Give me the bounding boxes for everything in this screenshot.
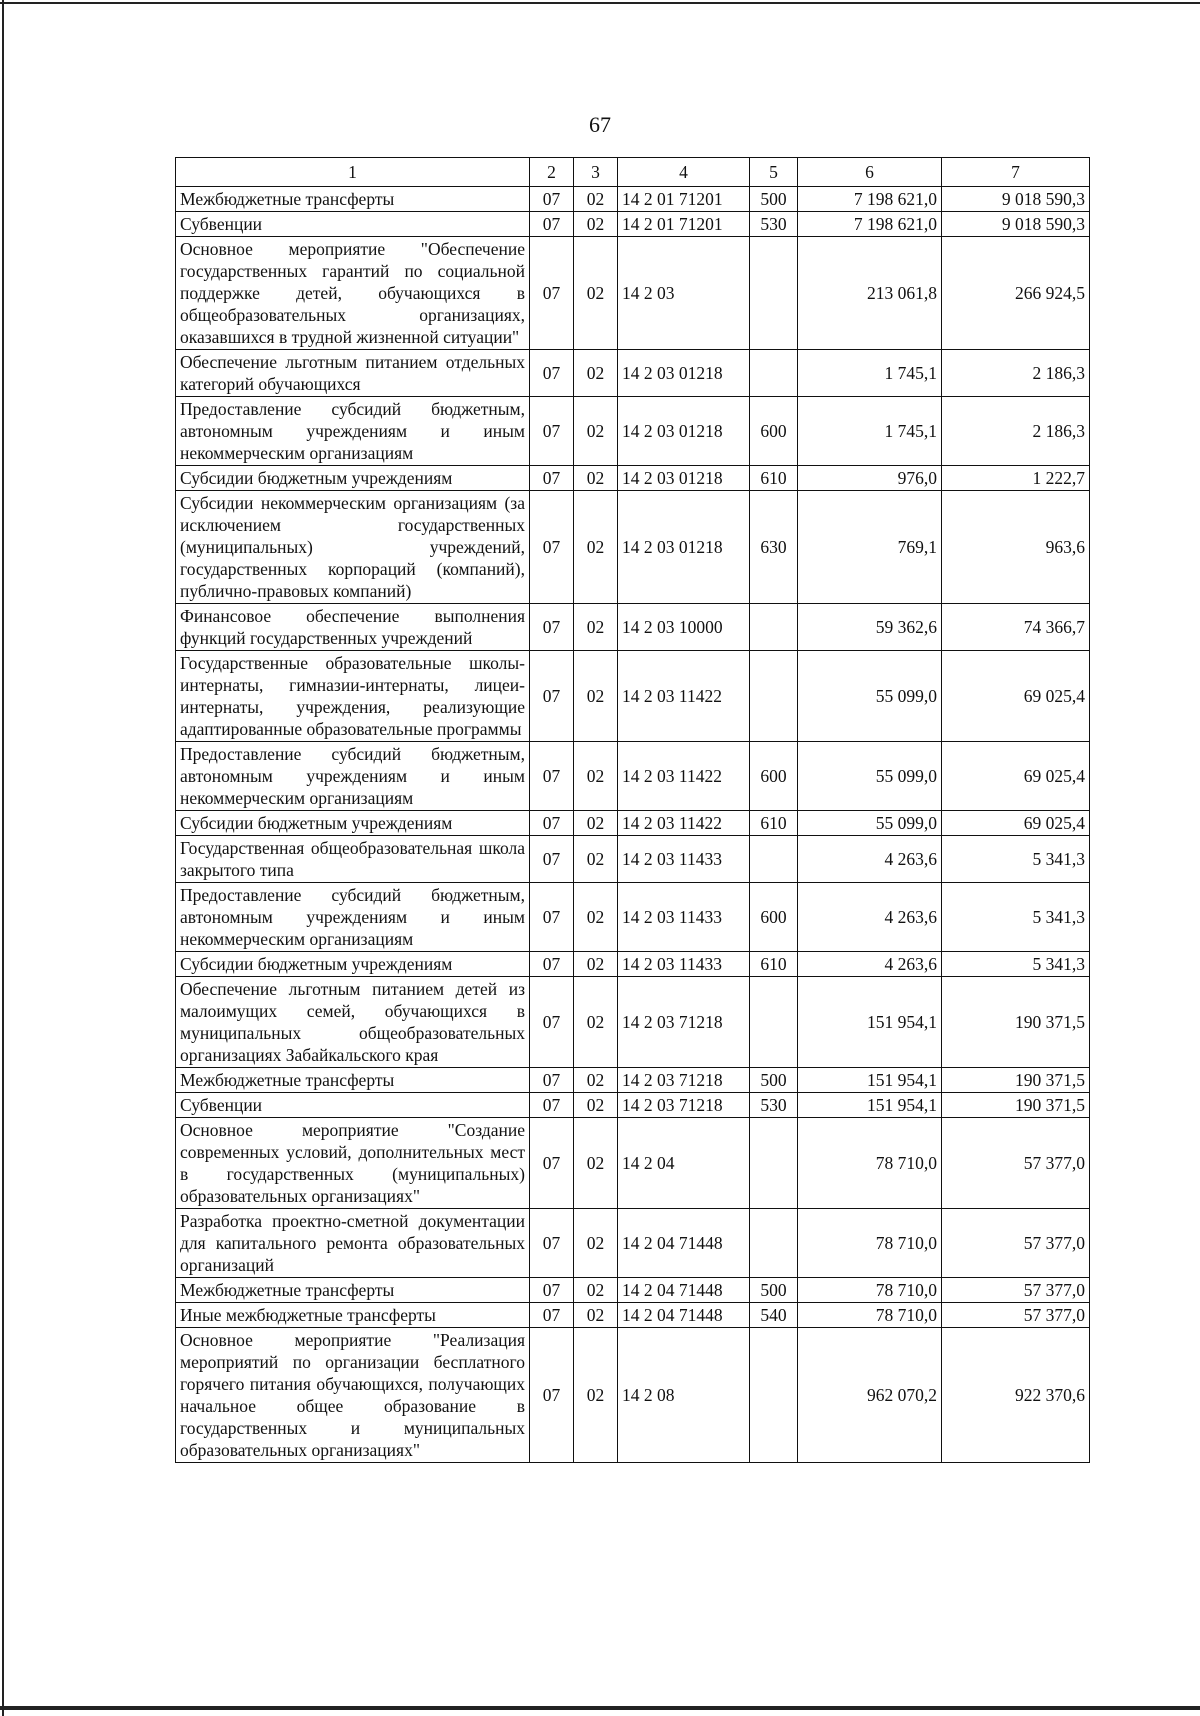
table-row: [176, 883, 1090, 952]
amount-year1-cell: 976,0: [798, 466, 942, 491]
section-code-cell: 07: [530, 491, 574, 604]
row-name-cell: Предоставление субсидий бюджетным, автономным учреждениям и иным некоммерческим организациям: [176, 397, 530, 466]
row-name-cell: Субсидии бюджетным учреждениям: [176, 811, 530, 836]
expense-type-cell: [750, 1118, 798, 1209]
amount-year1-cell: 7 198 621,0: [798, 187, 942, 212]
section-code-cell: 07: [530, 187, 574, 212]
subsection-code-cell: 02: [574, 350, 618, 397]
amount-year1-cell: 78 710,0: [798, 1209, 942, 1278]
row-name-cell: Основное мероприятие "Реализация мероприятий по организации бесплатного горячего питания обучающихся, получающих начальное общее образование в государственных и муниципальных образовательных организациях": [176, 1328, 530, 1463]
expense-type-cell: 610: [750, 952, 798, 977]
amount-year1-cell: 59 362,6: [798, 604, 942, 651]
amount-year2-cell: 190 371,5: [942, 1068, 1090, 1093]
expense-type-cell: [750, 604, 798, 651]
expense-type-cell: 600: [750, 742, 798, 811]
table-row: [176, 1328, 1090, 1463]
amount-year1-cell: 4 263,6: [798, 836, 942, 883]
subsection-code-cell: 02: [574, 237, 618, 350]
section-code-cell: 07: [530, 883, 574, 952]
expense-type-cell: 610: [750, 466, 798, 491]
target-article-cell: 14 2 03 11433: [618, 883, 750, 952]
subsection-code-cell: 02: [574, 836, 618, 883]
expense-type-cell: [750, 651, 798, 742]
section-code-cell: 07: [530, 811, 574, 836]
subsection-code-cell: 02: [574, 397, 618, 466]
amount-year2-cell: 9 018 590,3: [942, 187, 1090, 212]
amount-year2-cell: 69 025,4: [942, 651, 1090, 742]
table-row: [176, 742, 1090, 811]
table-row: [176, 952, 1090, 977]
table-row: [176, 491, 1090, 604]
expense-type-cell: 500: [750, 187, 798, 212]
row-name-cell: Иные межбюджетные трансферты: [176, 1303, 530, 1328]
column-header-1: 1: [176, 158, 530, 187]
subsection-code-cell: 02: [574, 1068, 618, 1093]
section-code-cell: 07: [530, 836, 574, 883]
amount-year2-cell: 190 371,5: [942, 1093, 1090, 1118]
amount-year1-cell: 151 954,1: [798, 1068, 942, 1093]
table-row: [176, 187, 1090, 212]
table-row: [176, 350, 1090, 397]
amount-year2-cell: 57 377,0: [942, 1278, 1090, 1303]
subsection-code-cell: 02: [574, 1209, 618, 1278]
expense-type-cell: 500: [750, 1278, 798, 1303]
amount-year1-cell: 1 745,1: [798, 397, 942, 466]
amount-year2-cell: 2 186,3: [942, 397, 1090, 466]
expense-type-cell: 530: [750, 1093, 798, 1118]
row-name-cell: Субсидии бюджетным учреждениям: [176, 952, 530, 977]
section-code-cell: 07: [530, 651, 574, 742]
expense-type-cell: 600: [750, 397, 798, 466]
table-row: [176, 651, 1090, 742]
subsection-code-cell: 02: [574, 1118, 618, 1209]
section-code-cell: 07: [530, 397, 574, 466]
expense-type-cell: [750, 1328, 798, 1463]
row-name-cell: Предоставление субсидий бюджетным, автономным учреждениям и иным некоммерческим организациям: [176, 883, 530, 952]
section-code-cell: 07: [530, 1118, 574, 1209]
amount-year2-cell: 5 341,3: [942, 883, 1090, 952]
expense-type-cell: 630: [750, 491, 798, 604]
target-article-cell: 14 2 03 10000: [618, 604, 750, 651]
table-row: [176, 1118, 1090, 1209]
section-code-cell: 07: [530, 742, 574, 811]
subsection-code-cell: 02: [574, 1328, 618, 1463]
expense-type-cell: 610: [750, 811, 798, 836]
table-row: [176, 1093, 1090, 1118]
subsection-code-cell: 02: [574, 1093, 618, 1118]
table-row: [176, 1209, 1090, 1278]
amount-year2-cell: 69 025,4: [942, 742, 1090, 811]
row-name-cell: Государственная общеобразовательная школа закрытого типа: [176, 836, 530, 883]
amount-year2-cell: 963,6: [942, 491, 1090, 604]
target-article-cell: 14 2 04 71448: [618, 1209, 750, 1278]
amount-year1-cell: 55 099,0: [798, 651, 942, 742]
amount-year2-cell: 1 222,7: [942, 466, 1090, 491]
subsection-code-cell: 02: [574, 977, 618, 1068]
section-code-cell: 07: [530, 604, 574, 651]
table-row: [176, 212, 1090, 237]
section-code-cell: 07: [530, 350, 574, 397]
amount-year2-cell: 57 377,0: [942, 1303, 1090, 1328]
amount-year2-cell: 74 366,7: [942, 604, 1090, 651]
expense-type-cell: [750, 836, 798, 883]
section-code-cell: 07: [530, 1068, 574, 1093]
page-number: 67: [589, 112, 611, 137]
row-name-cell: Основное мероприятие "Обеспечение государственных гарантий по социальной поддержке детей, обучающихся в общеобразовательных организациях, оказавшихся в трудной жизненной ситуации": [176, 237, 530, 350]
amount-year1-cell: 55 099,0: [798, 811, 942, 836]
amount-year1-cell: 962 070,2: [798, 1328, 942, 1463]
target-article-cell: 14 2 01 71201: [618, 187, 750, 212]
section-code-cell: 07: [530, 466, 574, 491]
amount-year1-cell: 769,1: [798, 491, 942, 604]
amount-year1-cell: 78 710,0: [798, 1278, 942, 1303]
amount-year2-cell: 9 018 590,3: [942, 212, 1090, 237]
column-header-6: 6: [798, 158, 942, 187]
expense-type-cell: 540: [750, 1303, 798, 1328]
section-code-cell: 07: [530, 1278, 574, 1303]
amount-year2-cell: 57 377,0: [942, 1118, 1090, 1209]
target-article-cell: 14 2 03 11422: [618, 811, 750, 836]
table-row: [176, 397, 1090, 466]
budget-table: [175, 157, 1090, 1463]
row-name-cell: Межбюджетные трансферты: [176, 1278, 530, 1303]
section-code-cell: 07: [530, 952, 574, 977]
subsection-code-cell: 02: [574, 604, 618, 651]
row-name-cell: Предоставление субсидий бюджетным, автономным учреждениям и иным некоммерческим организациям: [176, 742, 530, 811]
subsection-code-cell: 02: [574, 811, 618, 836]
section-code-cell: 07: [530, 1093, 574, 1118]
target-article-cell: 14 2 01 71201: [618, 212, 750, 237]
section-code-cell: 07: [530, 977, 574, 1068]
table-row: [176, 836, 1090, 883]
section-code-cell: 07: [530, 212, 574, 237]
amount-year2-cell: 57 377,0: [942, 1209, 1090, 1278]
row-name-cell: Субвенции: [176, 212, 530, 237]
target-article-cell: 14 2 04: [618, 1118, 750, 1209]
amount-year1-cell: 151 954,1: [798, 977, 942, 1068]
column-header-3: 3: [574, 158, 618, 187]
expense-type-cell: [750, 977, 798, 1068]
target-article-cell: 14 2 03 11433: [618, 836, 750, 883]
column-header-2: 2: [530, 158, 574, 187]
scan-border-top: [0, 2, 1200, 4]
amount-year2-cell: 2 186,3: [942, 350, 1090, 397]
section-code-cell: 07: [530, 1303, 574, 1328]
table-row: [176, 977, 1090, 1068]
table-row: [176, 604, 1090, 651]
amount-year1-cell: 78 710,0: [798, 1303, 942, 1328]
target-article-cell: 14 2 03: [618, 237, 750, 350]
target-article-cell: 14 2 03 01218: [618, 350, 750, 397]
expense-type-cell: 600: [750, 883, 798, 952]
target-article-cell: 14 2 03 01218: [618, 397, 750, 466]
amount-year1-cell: 55 099,0: [798, 742, 942, 811]
scan-border-bottom: [0, 1706, 1200, 1710]
expense-type-cell: [750, 237, 798, 350]
subsection-code-cell: 02: [574, 187, 618, 212]
row-name-cell: Субвенции: [176, 1093, 530, 1118]
target-article-cell: 14 2 03 71218: [618, 977, 750, 1068]
amount-year1-cell: 151 954,1: [798, 1093, 942, 1118]
target-article-cell: 14 2 03 71218: [618, 1093, 750, 1118]
amount-year2-cell: 5 341,3: [942, 836, 1090, 883]
target-article-cell: 14 2 03 11422: [618, 651, 750, 742]
row-name-cell: Обеспечение льготным питанием детей из малоимущих семей, обучающихся в муниципальных общеобразовательных организациях Забайкальского края: [176, 977, 530, 1068]
subsection-code-cell: 02: [574, 212, 618, 237]
amount-year1-cell: 78 710,0: [798, 1118, 942, 1209]
target-article-cell: 14 2 04 71448: [618, 1278, 750, 1303]
table-row: [176, 1303, 1090, 1328]
amount-year1-cell: 7 198 621,0: [798, 212, 942, 237]
subsection-code-cell: 02: [574, 952, 618, 977]
expense-type-cell: 500: [750, 1068, 798, 1093]
amount-year1-cell: 213 061,8: [798, 237, 942, 350]
expense-type-cell: 530: [750, 212, 798, 237]
amount-year2-cell: 69 025,4: [942, 811, 1090, 836]
target-article-cell: 14 2 03 11422: [618, 742, 750, 811]
row-name-cell: Субсидии бюджетным учреждениям: [176, 466, 530, 491]
table-row: [176, 1068, 1090, 1093]
amount-year1-cell: 4 263,6: [798, 952, 942, 977]
subsection-code-cell: 02: [574, 742, 618, 811]
table-body: [176, 158, 1090, 1463]
target-article-cell: 14 2 08: [618, 1328, 750, 1463]
target-article-cell: 14 2 03 11433: [618, 952, 750, 977]
target-article-cell: 14 2 03 01218: [618, 491, 750, 604]
section-code-cell: 07: [530, 1328, 574, 1463]
amount-year2-cell: 922 370,6: [942, 1328, 1090, 1463]
subsection-code-cell: 02: [574, 1278, 618, 1303]
row-name-cell: Межбюджетные трансферты: [176, 187, 530, 212]
target-article-cell: 14 2 03 71218: [618, 1068, 750, 1093]
amount-year1-cell: 4 263,6: [798, 883, 942, 952]
subsection-code-cell: 02: [574, 491, 618, 604]
section-code-cell: 07: [530, 237, 574, 350]
subsection-code-cell: 02: [574, 651, 618, 742]
row-name-cell: Межбюджетные трансферты: [176, 1068, 530, 1093]
subsection-code-cell: 02: [574, 1303, 618, 1328]
column-header-4: 4: [618, 158, 750, 187]
section-code-cell: 07: [530, 1209, 574, 1278]
column-header-7: 7: [942, 158, 1090, 187]
table-header-row: [176, 158, 1090, 187]
row-name-cell: Субсидии некоммерческим организациям (за исключением государственных (муниципальных) учреждений, государственных корпораций (компаний), публично-правовых компаний): [176, 491, 530, 604]
row-name-cell: Разработка проектно-сметной документации для капитального ремонта образовательных организаций: [176, 1209, 530, 1278]
row-name-cell: Обеспечение льготным питанием отдельных категорий обучающихся: [176, 350, 530, 397]
amount-year2-cell: 5 341,3: [942, 952, 1090, 977]
amount-year2-cell: 190 371,5: [942, 977, 1090, 1068]
column-header-5: 5: [750, 158, 798, 187]
amount-year2-cell: 266 924,5: [942, 237, 1090, 350]
scan-border-left: [2, 0, 4, 1716]
row-name-cell: Государственные образовательные школы-интернаты, гимназии-интернаты, лицеи-интернаты, учреждения, реализующие адаптированные образовательные программы: [176, 651, 530, 742]
subsection-code-cell: 02: [574, 466, 618, 491]
row-name-cell: Финансовое обеспечение выполнения функций государственных учреждений: [176, 604, 530, 651]
table-row: [176, 237, 1090, 350]
target-article-cell: 14 2 04 71448: [618, 1303, 750, 1328]
table-row: [176, 811, 1090, 836]
subsection-code-cell: 02: [574, 883, 618, 952]
amount-year1-cell: 1 745,1: [798, 350, 942, 397]
table-row: [176, 466, 1090, 491]
expense-type-cell: [750, 1209, 798, 1278]
target-article-cell: 14 2 03 01218: [618, 466, 750, 491]
table-row: [176, 1278, 1090, 1303]
expense-type-cell: [750, 350, 798, 397]
row-name-cell: Основное мероприятие "Создание современных условий, дополнительных мест в государственных (муниципальных) образовательных организациях": [176, 1118, 530, 1209]
